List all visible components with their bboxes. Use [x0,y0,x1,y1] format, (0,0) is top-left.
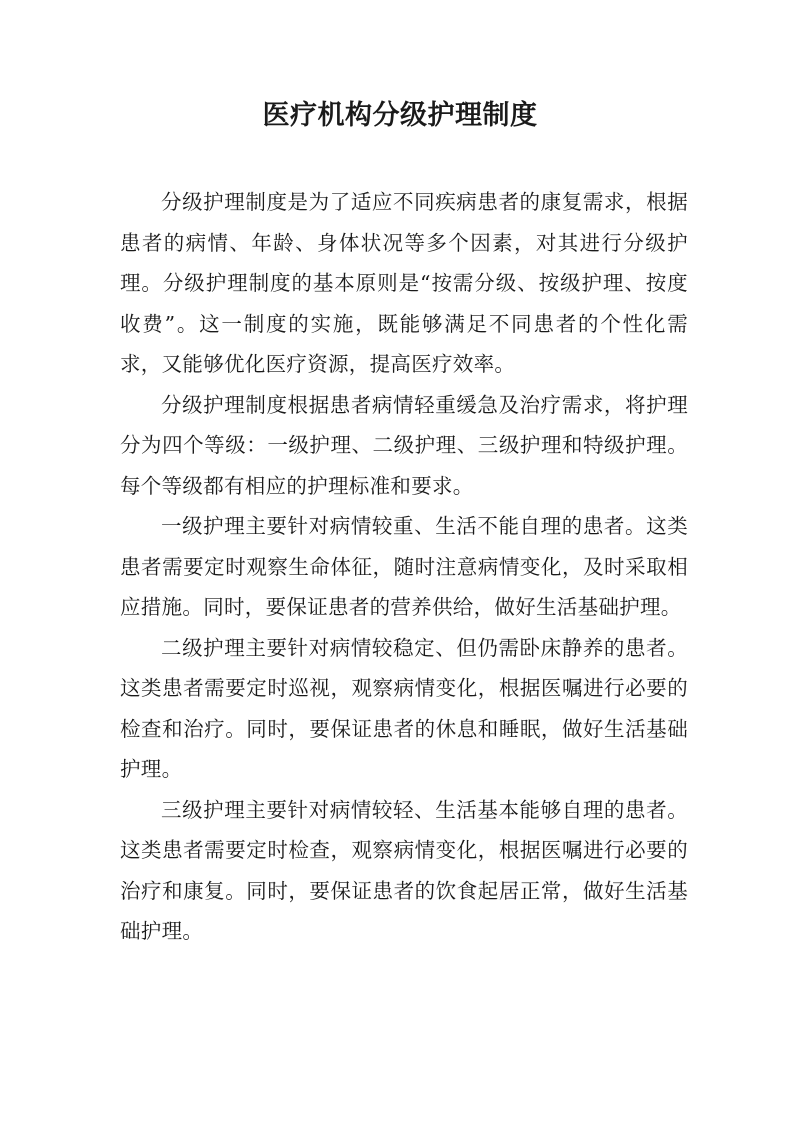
document-title: 医疗机构分级护理制度 [262,100,538,131]
paragraph-intro: 分级护理制度是为了适应不同疾病患者的康复需求，根据患者的病情、年龄、身体状况等多个因素，对其进行分级护理。分级护理制度的基本原则是“按需分级、按级护理、按度收费”。这一制度的实施，既能够满足不同患者的个性化需求，又能够优化医疗资源，提高医疗效率。 [120,190,688,376]
document-body [120,182,688,952]
paragraph-level-two: 二级护理主要针对病情较稳定、但仍需卧床静养的患者。这类患者需要定时巡视，观察病情变化，根据医嘱进行必要的检查和治疗。同时，要保证患者的休息和睡眠，做好生活基础护理。 [120,635,688,781]
paragraph-levels: 分级护理制度根据患者病情轻重缓急及治疗需求，将护理分为四个等级：一级护理、二级护理、三级护理和特级护理。每个等级都有相应的护理标准和要求。 [120,392,688,498]
paragraph-level-three: 三级护理主要针对病情较轻、生活基本能够自理的患者。这类患者需要定时检查，观察病情变化，根据医嘱进行必要的治疗和康复。同时，要保证患者的饮食起居正常，做好生活基础护理。 [120,797,688,943]
paragraph-level-one: 一级护理主要针对病情较重、生活不能自理的患者。这类患者需要定时观察生命体征，随时注意病情变化，及时采取相应措施。同时，要保证患者的营养供给，做好生活基础护理。 [120,514,688,619]
